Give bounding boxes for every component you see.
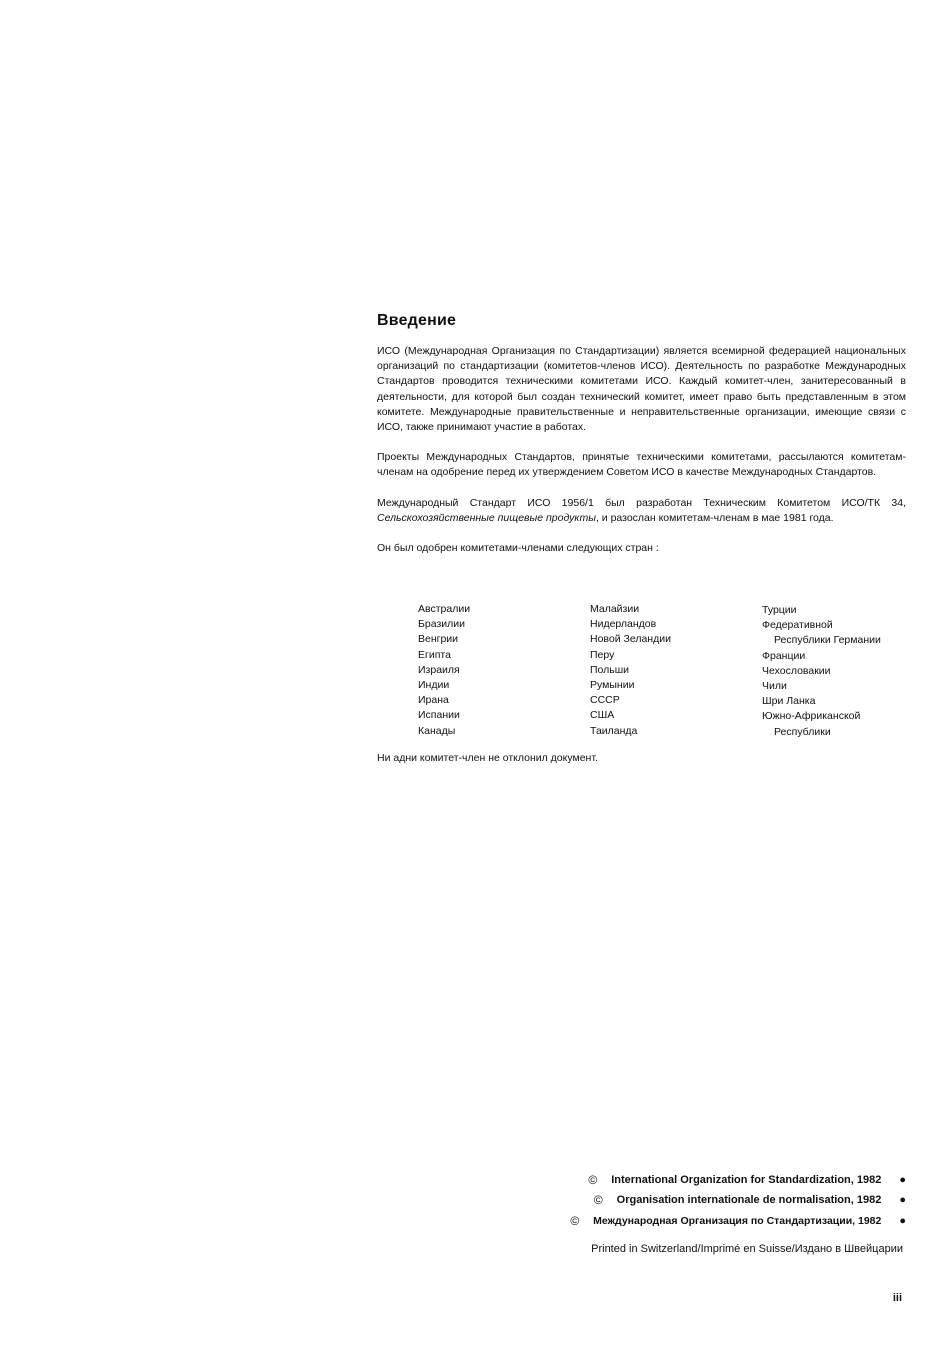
country-item: Чехословакии — [762, 664, 831, 677]
country-item: США — [590, 709, 615, 722]
copyright-text: Международная Организация по Стандартизации, 1982 — [593, 1215, 882, 1227]
country-item: Чили — [762, 680, 787, 693]
origin-text-start: Международный Стандарт ИСО 1956/1 был разработан Техническим Комитетом ИСО/ТК 34, — [377, 496, 906, 509]
bullet-icon: ● — [899, 1174, 906, 1186]
copyright-icon: © — [593, 1193, 603, 1207]
countries-column-2 — [590, 602, 755, 739]
country-item: Республики Германии — [774, 634, 881, 647]
country-item: Новой Зеландии — [590, 633, 671, 646]
printed-in-line: Printed in Switzerland/Imprimé en Suisse/Издано в Швейцарии — [591, 1243, 903, 1255]
countries-column-1 — [418, 602, 583, 739]
paragraph-draft-standards: Проекты Международных Стандартов, принятые техническими комитетами, рассылаются комитетам-членам на одобрение перед их утверждением Советом ИСО в качестве Международных Стандартов. — [377, 451, 906, 479]
country-item: Таиланда — [590, 724, 638, 737]
copyright-text: International Organization for Standardization, 1982 — [611, 1174, 882, 1186]
country-item: Франции — [762, 649, 806, 662]
page-number: iii — [892, 1292, 902, 1304]
country-item: Австралии — [418, 603, 471, 615]
copyright-text: Organisation internationale de normalisation, 1982 — [616, 1194, 882, 1206]
country-item: Израиля — [418, 663, 460, 676]
country-item: Венгрии — [418, 633, 459, 646]
copyright-icon: © — [570, 1214, 580, 1228]
country-item: Румынии — [590, 679, 635, 692]
country-item: Южно-Африканской — [762, 710, 861, 723]
copyright-line-english — [588, 1173, 906, 1187]
section-heading: Введение — [377, 312, 457, 329]
paragraph-standard-origin — [377, 496, 906, 526]
country-item: Польши — [590, 663, 630, 676]
country-item: Ирана — [418, 694, 449, 707]
country-item: Турции — [762, 604, 797, 616]
country-item: Бразилии — [418, 618, 465, 631]
paragraph-approval: Он был одобрен комитетами-членами следующих стран : — [377, 542, 659, 555]
country-item: СССР — [590, 694, 620, 707]
country-item: Нидерландов — [590, 618, 657, 631]
country-item: Шри Ланка — [762, 695, 816, 708]
country-item: Индии — [418, 679, 450, 692]
country-item: Египта — [418, 648, 451, 661]
bullet-icon: ● — [899, 1215, 906, 1227]
copyright-line-russian — [570, 1214, 906, 1228]
closing-statement: Ни адни комитет-член не отклонил документ. — [377, 752, 598, 764]
paragraph-iso-description: ИСО (Международная Организация по Стандартизации) является всемирной федерацией национальных организаций по стандартизации (комитетов-членов ИСО). Деятельность по разработке Международных Стандартов проводится техническими комитетами ИСО. Каждый комитет-член, занитересованный в деятельности, для которой был создан технический комитет, имеет право быть представленным в этом комитете. Международные правительственные и неправительственные организации, имеющие связи с ИСО, также принимают участие в работах. — [377, 345, 906, 434]
committee-subject: Сельскохозяйственные пищевые продукты — [377, 511, 596, 524]
bullet-icon: ● — [899, 1194, 906, 1206]
country-item: Испании — [418, 709, 460, 722]
country-item: Перу — [590, 648, 615, 661]
country-item: Канады — [418, 724, 456, 737]
introduction-section — [377, 312, 906, 556]
countries-column-3 — [762, 603, 927, 740]
copyright-icon: © — [588, 1173, 598, 1187]
copyright-line-french — [594, 1193, 906, 1207]
country-item: Малайзии — [590, 603, 640, 615]
country-item: Республики — [774, 725, 831, 738]
country-item: Федеративной — [762, 619, 833, 632]
origin-text-end: , и разослан комитетам-членам в мае 1981 года. — [595, 511, 834, 524]
